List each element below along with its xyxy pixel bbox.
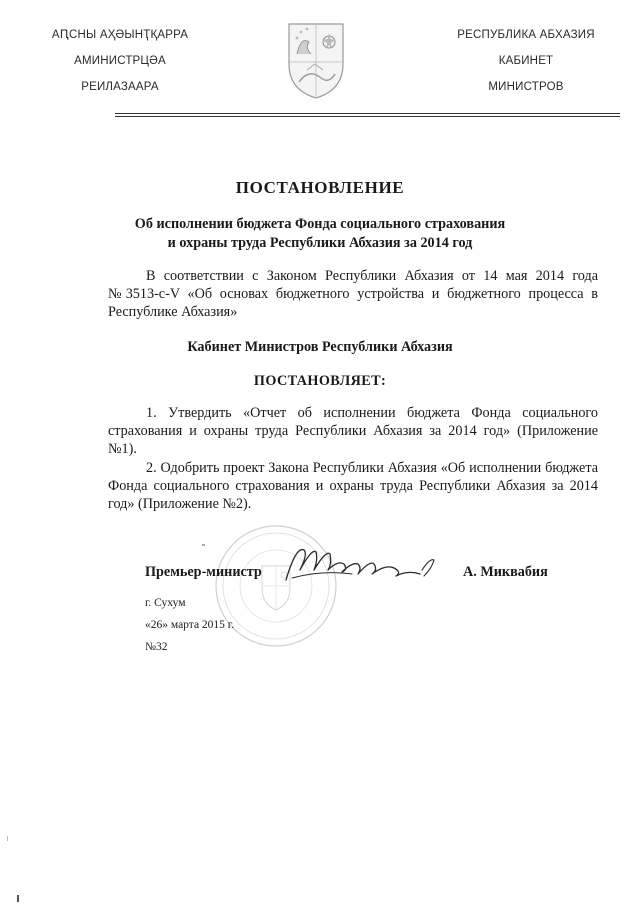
preamble-paragraph: В соответствии с Законом Республики Абхазия от 14 мая 2014 года №3513-с-V «Об основах бюджетного устройства и бюджетного процесса в Республике Абхазия» (108, 268, 598, 320)
scan-speck (7, 836, 8, 841)
subtitle-line-1: Об исполнении бюджета Фонда социального страхования (134, 216, 506, 232)
header-left-abkhaz (20, 28, 220, 106)
header-left-line-3: РЕИЛАЗААРА (81, 81, 159, 93)
decrees-heading: ПОСТАНОВЛЯЕТ: (253, 373, 387, 389)
issue-city: г. Сухум (145, 597, 186, 609)
issue-date: «26» марта 2015 г. (145, 619, 235, 631)
handwritten-signature-icon (282, 540, 442, 588)
header-right-line-3: МИНИСТРОВ (488, 81, 564, 93)
header-divider-top (115, 113, 620, 114)
signatory-position: Премьер-министр (145, 564, 262, 580)
document-subtitle (100, 215, 540, 253)
header-right-russian (426, 28, 626, 106)
header-right-line-2: КАБИНЕТ (498, 55, 554, 67)
header-right-line-1: РЕСПУБЛИКА АБХАЗИЯ (457, 29, 595, 41)
signatory-name: А. Миквабия (463, 564, 548, 580)
header-left-line-2: АМИНИСТРЦӘА (74, 55, 166, 67)
header-left-line-1: АԤСНЫ АҲӘЫНҬҚАРРА (51, 29, 189, 41)
decree-item-1: 1. Утвердить «Отчет об исполнении бюджета Фонда социального страхования и охраны труда Республики Абхазия за 2014 год» (Приложение №1). (108, 405, 598, 457)
document-number: №32 (145, 641, 168, 653)
document-title: ПОСТАНОВЛЕНИЕ (235, 178, 405, 197)
scan-speck (17, 895, 19, 902)
subtitle-line-2: и охраны труда Республики Абхазия за 2014 год (167, 235, 473, 251)
abkhazia-emblem-icon (285, 20, 347, 100)
header-divider-bottom (115, 116, 620, 117)
scan-speck (202, 544, 205, 546)
decree-item-2: 2. Одобрить проект Закона Республики Абхазия «Об исполнении бюджета Фонда социального страхования и охраны труда Республики Абхазия за 2014 год» (Приложение №2). (108, 460, 598, 512)
cabinet-heading: Кабинет Министров Республики Абхазия (187, 339, 453, 355)
